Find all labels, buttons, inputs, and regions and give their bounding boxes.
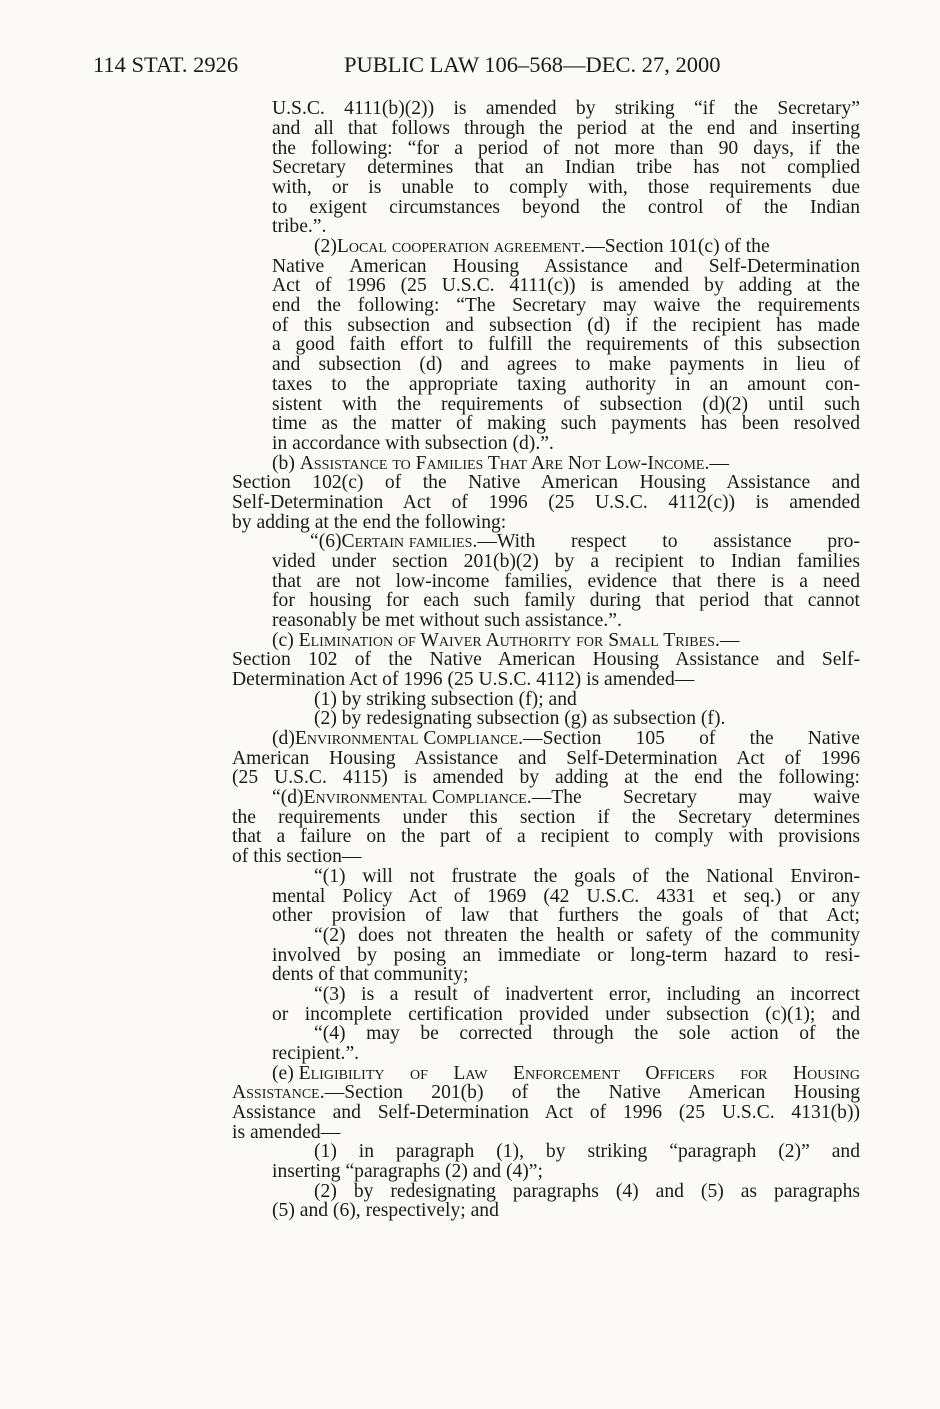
text-line: and subsection (d) and agrees to make payments in lieu of — [272, 354, 860, 375]
text-line: .—Section 101(c) of the — [580, 236, 770, 257]
text-line: sistent with the requirements of subsection (d)(2) until such — [272, 394, 860, 415]
text-line: reasonably be met without such assistance.”. — [272, 610, 622, 631]
text-line: to exigent circumstances beyond the control of the Indian — [272, 197, 860, 218]
text-line: involved by posing an immediate or long-term hazard to resi- — [272, 945, 860, 966]
text-line: tribe.”. — [272, 216, 327, 237]
subsection-heading-line — [272, 454, 729, 474]
text-line: Secretary determines that an Indian tribe has not complied — [272, 157, 860, 178]
paragraph-heading-line — [310, 532, 860, 552]
text-line: for housing for each such family during that period that cannot — [272, 590, 860, 611]
subsection-heading: Elimination of Waiver Authority for Small Tribes — [298, 630, 715, 651]
text-line: of this subsection and subsection (d) if the recipient has made — [272, 315, 860, 336]
text-line: American Housing Assistance and Self-Determination Act of 1996 — [232, 748, 860, 769]
text-line: Native American Housing Assistance and Self-Determination — [272, 256, 860, 277]
text-line: .—The Secretary may waive — [526, 787, 860, 808]
text-line: Section 102(c) of the Native American Housing Assistance and — [232, 472, 860, 493]
text-line: vided under section 201(b)(2) by a recipient to Indian families — [272, 551, 860, 572]
statute-page-number: 114 STAT. 2926 — [93, 52, 239, 77]
text-line: Assistance and Self-Determination Act of 1996 (25 U.S.C. 4131(b)) — [232, 1102, 860, 1123]
paragraph-number: “(6) — [310, 531, 342, 552]
text-line: (5) and (6), respectively; and — [272, 1200, 499, 1221]
text-line: that are not low-income families, evidence that there is a need — [272, 571, 860, 592]
paragraph-number: (2) — [314, 236, 337, 257]
text-line: Section 102 of the Native American Housing Assistance and Self- — [232, 649, 860, 670]
text-line: time as the matter of making such payments has been resolved — [272, 413, 860, 434]
subsection-heading: Eligibility of Law Enforcement Officers for Housing — [298, 1063, 860, 1084]
text-line: .—Section 105 of the Native — [518, 728, 860, 749]
paragraph-heading: Local cooperation agreement — [336, 236, 581, 257]
subsection-heading: Assistance — [232, 1082, 320, 1103]
text-line: (2) by redesignating subsection (g) as subsection (f). — [314, 708, 726, 729]
subsection-heading-line — [272, 729, 860, 749]
text-line: dents of that community; — [272, 964, 469, 985]
subsection-heading: Environmental Compliance — [303, 787, 527, 808]
text-line: .— — [704, 453, 729, 474]
text-line: with, or is unable to comply with, those requirements due — [272, 177, 860, 198]
text-line: the following: “for a period of not more than 90 days, if the — [272, 138, 860, 159]
text-line: Determination Act of 1996 (25 U.S.C. 4112) is amended— — [232, 669, 695, 690]
text-line: .— — [714, 630, 740, 651]
running-head: PUBLIC LAW 106–568—DEC. 27, 2000 — [344, 52, 721, 77]
subsection-number: (c) — [272, 630, 299, 651]
paragraph-heading-line — [314, 237, 860, 257]
subsection-number: (b) — [272, 453, 300, 474]
text-line: recipient.”. — [272, 1043, 360, 1064]
subsection-number: “(d) — [272, 787, 304, 808]
text-line: that a failure on the part of a recipient to comply with provisions — [232, 826, 860, 847]
subsection-number: (e) — [272, 1063, 299, 1084]
text-line: is amended— — [232, 1122, 341, 1143]
page-header — [93, 52, 863, 82]
text-line: mental Policy Act of 1969 (42 U.S.C. 4331 et seq.) or any — [272, 886, 860, 907]
text-line: of this section— — [232, 846, 362, 867]
subsection-heading-line — [272, 788, 860, 808]
subsection-heading-line — [272, 631, 739, 651]
text-line: the requirements under this section if the Secretary determines — [232, 807, 860, 828]
text-line: “(3) is a result of inadvertent error, including an incorrect — [314, 984, 860, 1005]
text-line: (1) by striking subsection (f); and — [314, 689, 577, 710]
text-line: in accordance with subsection (d).”. — [272, 433, 554, 454]
text-line: (2) by redesignating paragraphs (4) and (5) as paragraphs — [314, 1181, 860, 1202]
text-line: or incomplete certification provided under subsection (c)(1); and — [272, 1004, 860, 1025]
text-line: .—With respect to assistance pro- — [472, 531, 860, 552]
text-line-wrap — [232, 1083, 860, 1103]
subsection-heading: Environmental Compliance — [294, 728, 519, 749]
text-line: U.S.C. 4111(b)(2)) is amended by striking “if the Secretary” — [272, 98, 860, 119]
text-line: end the following: “The Secretary may waive the requirements — [272, 295, 860, 316]
text-line: a good faith effort to fulfill the requirements of this subsection — [272, 334, 860, 355]
subsection-heading: Assistance to Families That Are Not Low-Income — [299, 453, 705, 474]
subsection-heading-line — [272, 1064, 860, 1084]
text-line: .—Section 201(b) of the Native American Housing — [319, 1082, 860, 1103]
text-line: “(1) will not frustrate the goals of the National Environ- — [314, 866, 860, 887]
text-line: taxes to the appropriate taxing authority in an amount con- — [272, 374, 860, 395]
paragraph-heading: Certain families — [341, 531, 473, 552]
text-line: (25 U.S.C. 4115) is amended by adding at the end the following: — [232, 767, 860, 788]
text-line: and all that follows through the period at the end and inserting — [272, 118, 860, 139]
text-line: “(2) does not threaten the health or safety of the community — [314, 925, 860, 946]
text-line: “(4) may be corrected through the sole action of the — [314, 1023, 860, 1044]
text-line: (1) in paragraph (1), by striking “paragraph (2)” and — [314, 1141, 860, 1162]
text-line: other provision of law that furthers the goals of that Act; — [272, 905, 860, 926]
text-line: Act of 1996 (25 U.S.C. 4111(c)) is amended by adding at the — [272, 275, 860, 296]
subsection-number: (d) — [272, 728, 295, 749]
text-line: by adding at the end the following: — [232, 512, 507, 533]
text-line: inserting “paragraphs (2) and (4)”; — [272, 1161, 543, 1182]
text-line: Self-Determination Act of 1996 (25 U.S.C. 4112(c)) is amended — [232, 492, 860, 513]
